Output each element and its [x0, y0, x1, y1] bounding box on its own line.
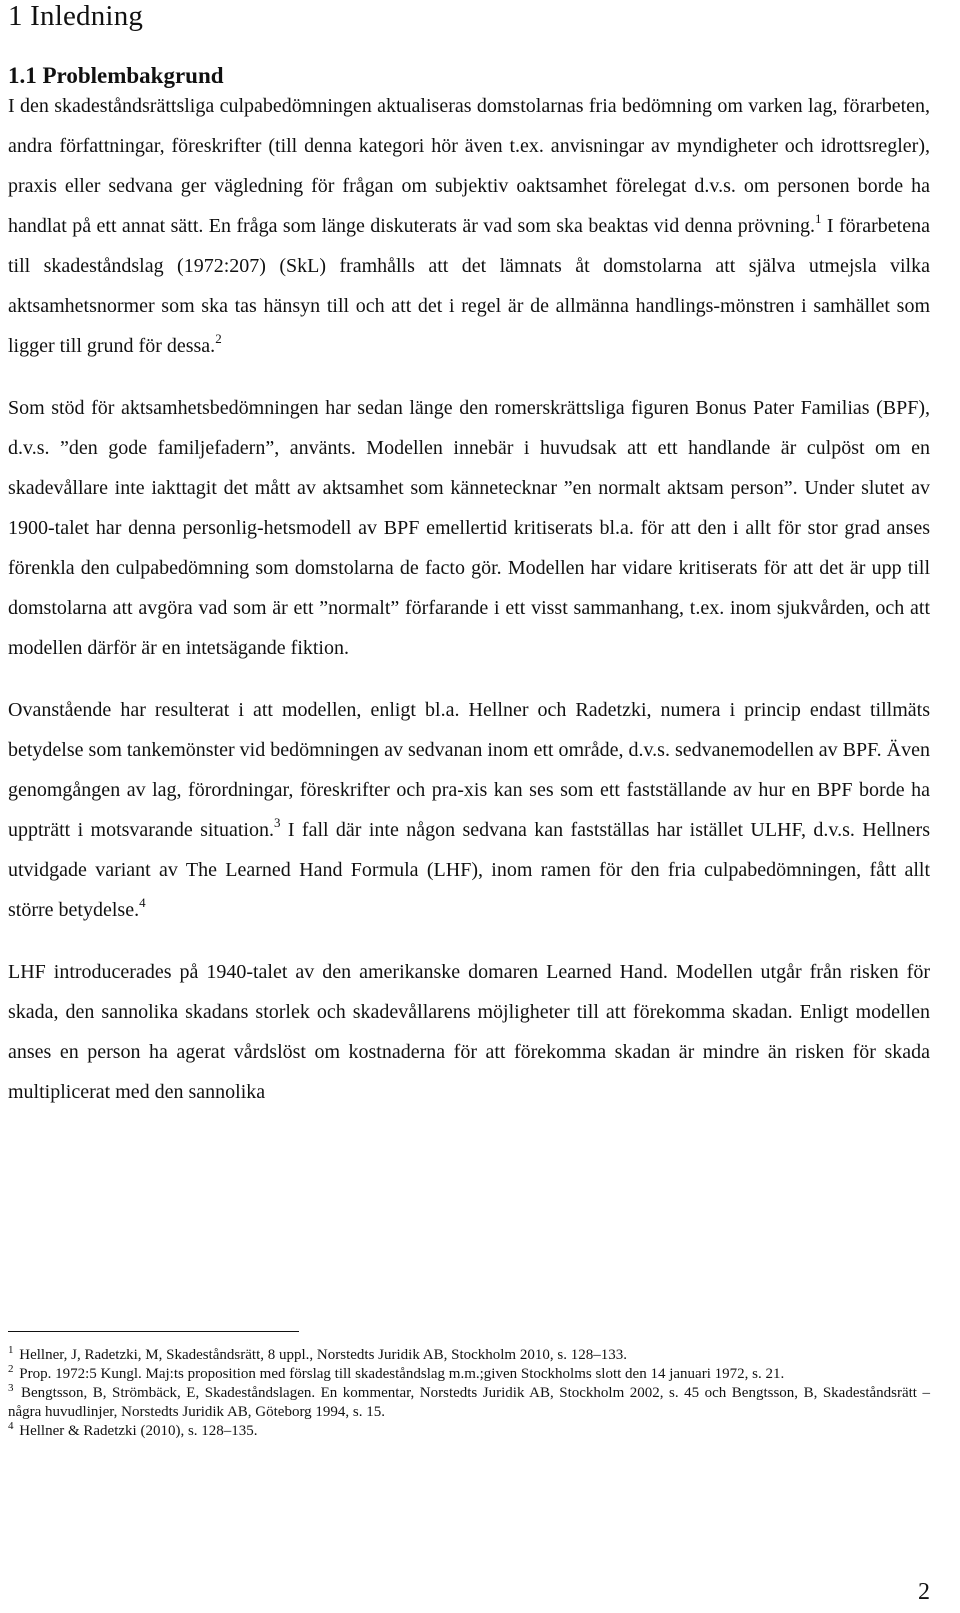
- footnote-separator: [8, 1331, 299, 1332]
- footnote-3: [8, 1384, 930, 1422]
- footnote-number: 3: [8, 1382, 14, 1394]
- footnote-reference: 1: [815, 211, 822, 226]
- footnote-text: Hellner & Radetzki (2010), s. 128–135.: [19, 1423, 258, 1439]
- footnote-reference: 2: [215, 331, 222, 346]
- footnote-text: Prop. 1972:5 Kungl. Maj:ts proposition med förslag till skadeståndslag m.m.;given Stockholms slott den 14 januari 1972, s. 21.: [19, 1366, 785, 1382]
- body-paragraph-3: [8, 690, 930, 930]
- paragraph-text: I förarbetena till skadeståndslag (1972:207) (SkL) framhålls att det lämnats åt domstolarna att själva utmejsla vilka aktsamhetsnormer som ska tas hänsyn till och att det i regel är de allmänna handlings-mönstren i samhället som ligger till grund för dessa.: [8, 215, 930, 357]
- footnote-number: 4: [8, 1420, 14, 1432]
- body-paragraph-1: [8, 86, 930, 366]
- chapter-heading: 1 Inledning: [8, 0, 144, 32]
- footnote-2: [8, 1365, 930, 1384]
- body-paragraph-2: [8, 388, 930, 668]
- footnote-number: 1: [8, 1344, 14, 1356]
- paragraph-text: LHF introducerades på 1940-talet av den amerikanske domaren Learned Hand. Modellen utgår från risken för skada, den sannolika skadans storlek och skadevållarens möjligheter till att förekomma skadan. Enligt modellen anses en person ha agerat vårdslöst om kostnaderna för att förekomma skadan är mindre än risken för skada multiplicerat med den sannolika: [8, 961, 930, 1103]
- paragraph-text: I fall där inte någon sedvana kan fastställas har istället ULHF, d.v.s. Hellners utvidgade variant av The Learned Hand Formula (LHF), inom ramen för den fria culpabedömningen, fått allt större betydelse.: [8, 819, 931, 921]
- footnote-text: Bengtsson, B, Strömbäck, E, Skadeståndslagen. En kommentar, Norstedts Juridik AB, Stockholm 2002, s. 45 och Bengtsson, B, Skadeståndsrätt – några huvudlinjer, Norstedts Juridik AB, Göteborg 1994, s. 15.: [8, 1385, 930, 1420]
- footnote-text: Hellner, J, Radetzki, M, Skadeståndsrätt, 8 uppl., Norstedts Juridik AB, Stockholm 2010, s. 128–133.: [19, 1347, 627, 1363]
- paragraph-text: Som stöd för aktsamhetsbedömningen har sedan länge den romerskrättsliga figuren Bonus Pater Familias (BPF), d.v.s. ”den gode familjefadern”, använts. Modellen innebär i huvudsak att ett handlande är culpöst om en skadevållare inte iakttagit det mått av aktsamhet som kännetecknar ”en normalt aktsam person”. Under slutet av 1900-talet har denna personlig-hetsmodell av BPF emellertid kritiserats bl.a. för att den i allt för stor grad anses förenkla den culpabedömning som domstolarna de facto gör. Modellen har vidare kritiserats för att det är upp till domstolarna att avgöra vad som är ett ”normalt” förfarande i ett visst sammanhang, t.ex. inom sjukvården, och att modellen därför är en intetsägande fiktion.: [8, 397, 930, 659]
- paragraph-text: Ovanstående har resulterat i att modellen, enligt bl.a. Hellner och Radetzki, numera i princip endast tillmäts betydelse som tankemönster vid bedömningen av sedvanan inom ett område, d.v.s. sedvanemodellen av BPF. Även genomgången av lag, förordningar, föreskrifter och pra-xis kan ses som ett fastställande av hur en BPF borde ha uppträtt i motsvarande situation.: [8, 699, 930, 841]
- footnote-1: [8, 1346, 930, 1365]
- footnote-reference: 3: [273, 815, 281, 830]
- footnotes-section: [8, 1346, 930, 1441]
- footnote-number: 2: [8, 1363, 14, 1375]
- paragraph-text: I den skadeståndsrättsliga culpabedömningen aktualiseras domstolarnas fria bedömning om varken lag, förarbeten, andra författningar, föreskrifter (till denna kategori hör även t.ex. anvisningar av myndigheter och idrottsregler), praxis eller sedvana ger vägledning för frågan om subjektiv oaktsamhet förelegat d.v.s. om personen borde ha handlat på ett annat sätt. En fråga som länge diskuterats är vad som ska beaktas vid denna prövning.: [8, 95, 930, 237]
- footnote-reference: 4: [139, 895, 146, 910]
- document-page: [8, 0, 931, 1605]
- page-number: 2: [918, 1579, 930, 1605]
- section-heading: 1.1 Problembakgrund: [8, 63, 224, 88]
- body-paragraph-4: [8, 952, 930, 1112]
- footnote-4: [8, 1422, 930, 1441]
